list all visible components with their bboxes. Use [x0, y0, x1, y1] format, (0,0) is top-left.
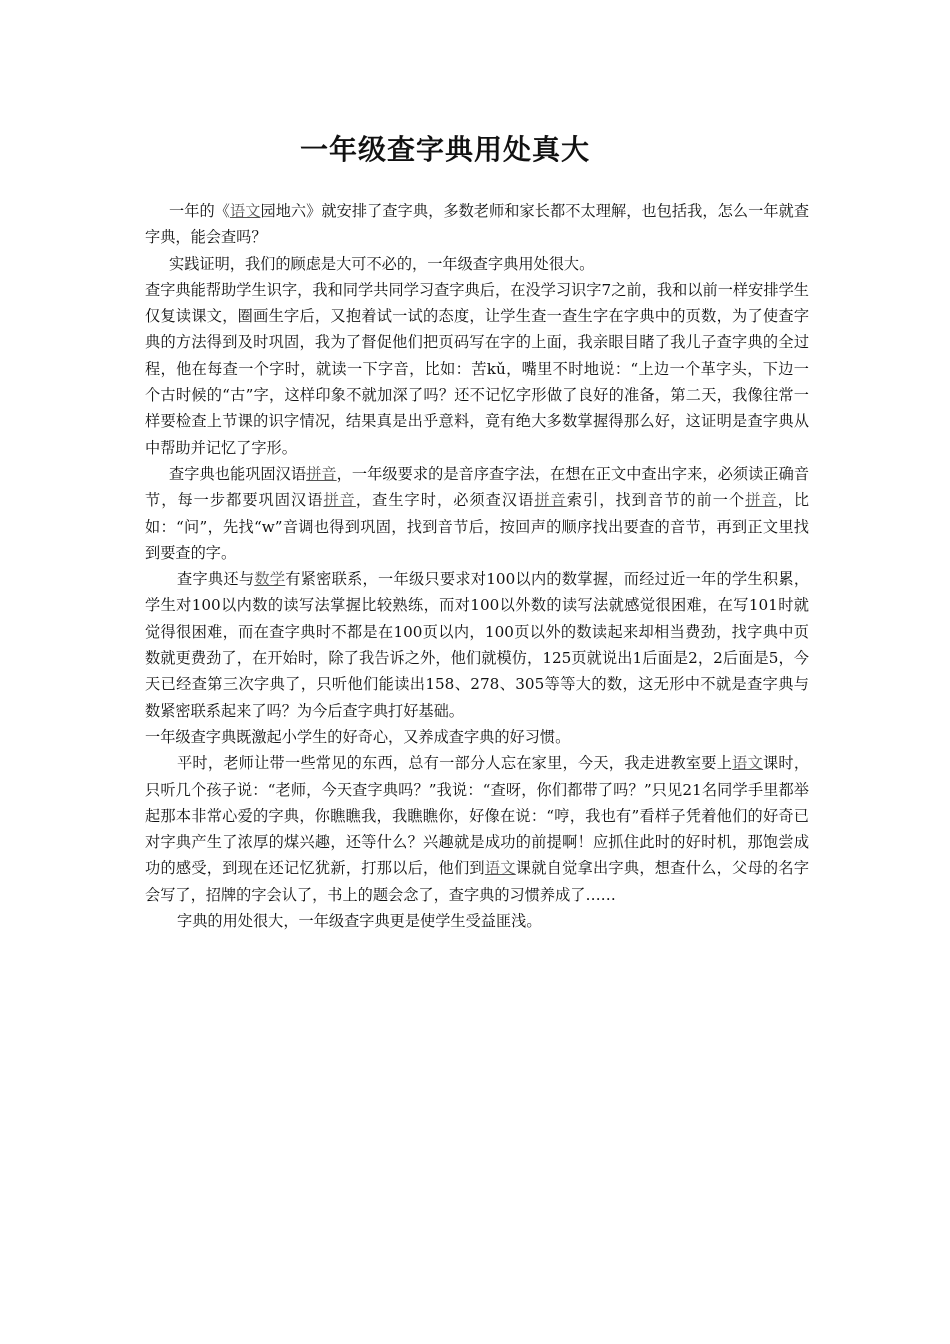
- link-pinyin-4[interactable]: 拼音: [745, 491, 778, 510]
- paragraph-5-text-b: 有紧密联系，一年级只要求对100以内的数掌握，而经过近一年的学生积累，学生对100以内数的读写法掌握比较熟练，而对100以外数的读写法就感觉很困难，在写101时就觉得很困难，而在查字典时不都是在100页以内，100页以外的数读起来却相当费劲，找字典中页数就更费劲了，在开始时，除了我告诉之外，他们就模仿，125页就说出1后面是2，2后面是5，今天已经查第三次字典了，只听他们能读出158、278、305等等大的数，这无形中不就是查字典与数紧密联系起来了吗？为今后查字典打好基础。: [145, 570, 810, 720]
- paragraph-8: 字典的用处很大，一年级查字典更是使学生受益匪浅。: [177, 912, 542, 931]
- paragraph-1: [145, 198, 809, 251]
- paragraph-3: 查字典能帮助学生识字，我和同学共同学习查字典后，在没学习识字7之前，我和以前一样安排学生仅复读课文，圈画生字后，又抱着试一试的态度，让学生查一查生字在字典中的页数，为了使查字典的方法得到及时巩固，我为了督促他们把页码写在字的上面，我亲眼目睹了我儿子查字典的全过程，他在每查一个字时，就读一下字音，比如：苦kǔ，嘴里不时地说：“上边一个革字头，下边一个古时候的“古”字，这样印象不就加深了吗？还不记忆字形做了良好的准备，第二天，我像往常一样要检查上节课的识字情况，结果真是出乎意料，竟有绝大多数掌握得那么好，这证明是查字典从中帮助并记忆了字形。: [145, 280, 809, 457]
- paragraph-4-text-e: ，比如：“问”，先找“w”音调也得到巩固，找到音节后，按回声的顺序找出要查的音节，再到正文里找到要查的字。: [145, 491, 810, 562]
- paragraph-7-text-c: 课就自觉拿出字典，想查什么，父母的名字会写了，招牌的字会认了，书上的题会念了，查字典的习惯养成了……: [145, 859, 810, 904]
- link-yuwen[interactable]: 语文: [229, 202, 261, 220]
- paragraph-4-text-d: 索引，找到音节的前一个: [566, 491, 746, 510]
- paragraph-7-text-b: 课时，只听几个孩子说：“老师，今天查字典吗？”我说：“查呀，你们都带了吗？”只见21名同学手里都举起那本非常心爱的字典，你瞧瞧我，我瞧瞧你，好像在说：“哼，我也有”看样子凭着他们的好奇已对字典产生了浓厚的煤兴趣，还等什么？兴趣就是成功的前提啊！应抓住此时的好时机，那饱尝成功的感受，到现在还记忆犹新，打那以后，他们到: [145, 754, 810, 878]
- link-pinyin-2[interactable]: 拼音: [323, 491, 356, 510]
- paragraph-4-text-b: ，一年级要求的是音序查字法，在想在正文中查出字来，必须读正确音节，每一步都要巩固汉语: [145, 464, 810, 510]
- link-shuxue[interactable]: 数学: [254, 570, 286, 589]
- paragraph-6: 一年级查字典既激起小学生的好奇心，又养成查字典的好习惯。: [145, 727, 571, 746]
- paragraph-4-text-c: ，查生字时，必须查汉语: [355, 491, 535, 510]
- link-yuwen-3[interactable]: 语文: [484, 859, 516, 878]
- paragraph-5-text-a: 查字典还与: [177, 570, 255, 589]
- paragraph-7-text-a: 平时，老师让带一些常见的东西，总有一部分人忘在家里，今天，我走进教室要上: [177, 754, 733, 773]
- paragraph-1-text-a: 一年的《: [169, 202, 230, 220]
- page-title: 一年级查字典用处真大: [299, 133, 590, 166]
- paragraph-4-text-a: 查字典也能巩固汉语: [169, 464, 307, 483]
- link-yuwen-2[interactable]: 语文: [732, 754, 763, 773]
- paragraph-7: [145, 750, 809, 908]
- paragraph-1-text-b: 园地六》就安排了查字典，多数老师和家长都不太理解，也包括我，怎么一年就查字典，能会查吗？: [145, 202, 810, 247]
- paragraph-4: [145, 461, 809, 566]
- link-pinyin-1[interactable]: 拼音: [306, 464, 337, 483]
- article-body: [145, 198, 809, 934]
- paragraph-2: 实践证明，我们的顾虑是大可不必的，一年级查字典用处很大。: [169, 254, 595, 273]
- paragraph-5: [145, 566, 809, 724]
- link-pinyin-3[interactable]: 拼音: [534, 491, 567, 510]
